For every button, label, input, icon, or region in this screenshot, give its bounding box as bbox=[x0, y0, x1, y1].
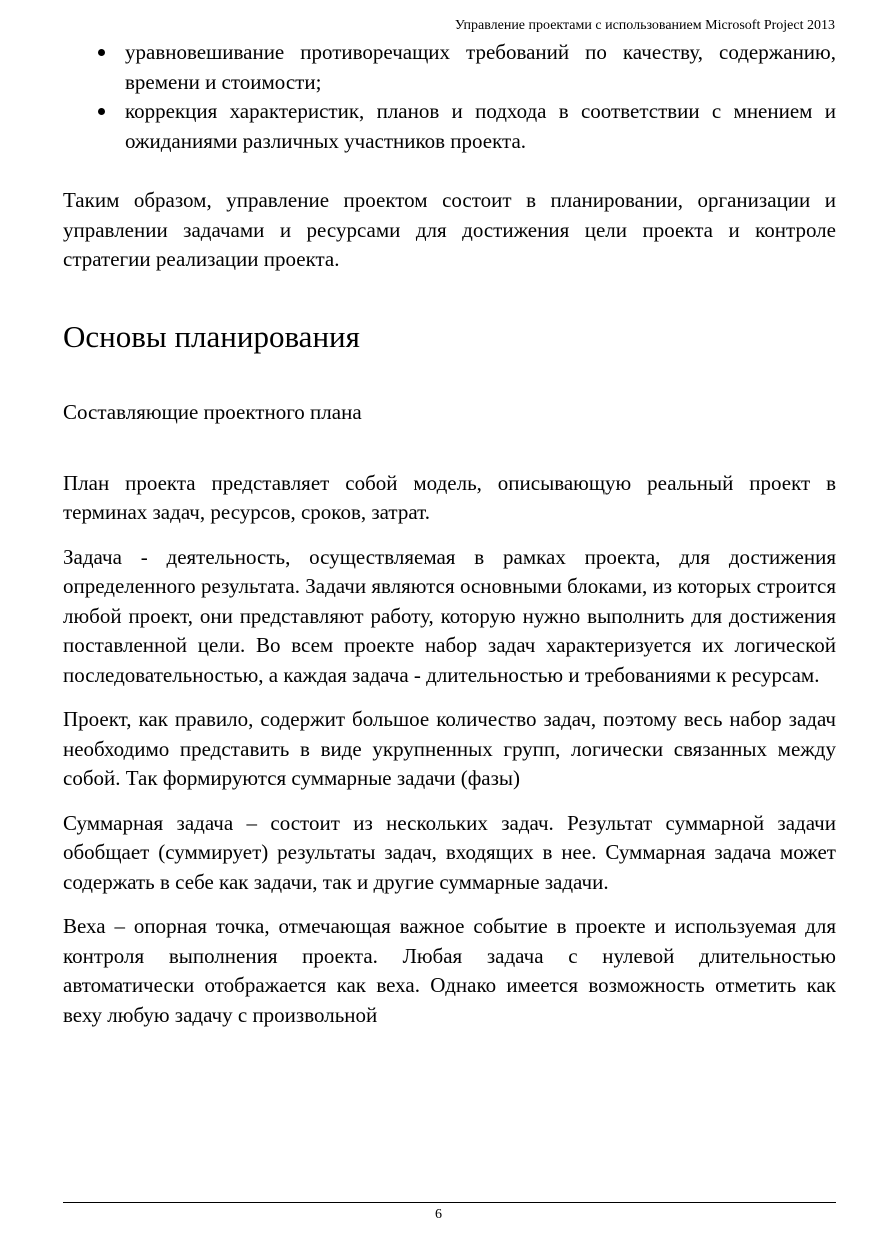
paragraph-task: Задача - деятельность, осуществляемая в рамках проекта, для достижения определенного результата. Задачи являются основными блоками, из которых строится любой проект, они представляют работу, которую нужно выполнить для достижения поставленной цели. Во всем проекте набор задач характеризуется их логической последовательностью, а каждая задача - длительностью и требованиями к ресурсам. bbox=[63, 544, 836, 687]
paragraph-summary-task: Суммарная задача – состоит из нескольких задач. Результат суммарной задачи обобщает (суммирует) результаты задач, входящих в нее. Суммарная задача может содержать в себе как задачи, так и другие суммарные задачи. bbox=[63, 810, 836, 894]
bullet-icon bbox=[98, 49, 105, 56]
list-item bbox=[63, 97, 836, 156]
list-item bbox=[63, 38, 836, 97]
list-item-text: коррекция характеристик, планов и подхода в соответствии с мнением и ожиданиями различных участников проекта. bbox=[125, 99, 836, 153]
subsection-heading: Составляющие проектного плана bbox=[63, 399, 362, 424]
paragraph-project: Проект, как правило, содержит большое количество задач, поэтому весь набор задач необходимо представить в виде укрупненных групп, логически связанных между собой. Так формируются суммарные задачи (фазы) bbox=[63, 707, 836, 790]
page-content bbox=[63, 38, 836, 1030]
page-number: 6 bbox=[435, 1207, 442, 1222]
paragraph-summary: Таким образом, управление проектом состоит в планировании, организации и управлении задачами и ресурсами для достижения цели проекта и контроле стратегии реализации проекта. bbox=[63, 188, 836, 271]
section-heading: Основы планирования bbox=[63, 318, 360, 354]
paragraph-milestone: Веха – опорная точка, отмечающая важное событие в проекте и используемая для контроля выполнения проекта. Любая задача с нулевой длительностью автоматически отображается как веха. Однако имеется возможность отметить как веху любую задачу с произвольной bbox=[63, 914, 836, 1027]
footer-divider bbox=[63, 1202, 836, 1203]
running-header: Управление проектами с использованием Microsoft Project 2013 bbox=[454, 18, 835, 33]
paragraph-plan: План проекта представляет собой модель, описывающую реальный проект в терминах задач, ресурсов, сроков, затрат. bbox=[63, 470, 836, 524]
bullet-list bbox=[63, 38, 836, 156]
bullet-icon bbox=[98, 108, 105, 115]
list-item-text: уравновешивание противоречащих требований по качеству, содержанию, времени и стоимости; bbox=[125, 40, 836, 94]
